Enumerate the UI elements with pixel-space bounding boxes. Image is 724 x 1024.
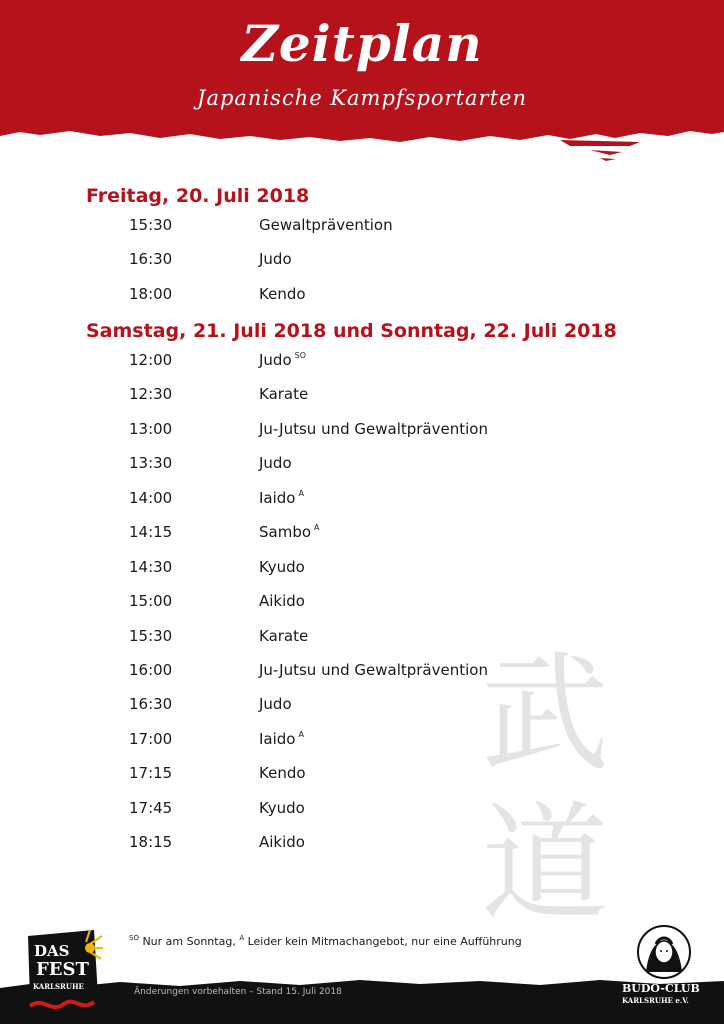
schedule-row <box>0 558 724 582</box>
watermark-char-bu: 武 <box>480 640 609 789</box>
row-time: 15:30 <box>129 216 173 234</box>
row-event <box>259 833 308 851</box>
schedule-row <box>0 385 724 409</box>
schedule-row <box>0 833 724 857</box>
event-name: Iaido <box>259 489 296 507</box>
das-fest-logo <box>24 926 104 1014</box>
schedule-row <box>0 764 724 788</box>
row-time: 14:30 <box>129 558 173 576</box>
row-time: 15:00 <box>129 592 173 610</box>
event-mark: SO <box>294 351 307 360</box>
event-name: Kendo <box>259 285 306 303</box>
row-time: 14:00 <box>129 489 173 507</box>
row-time: 18:00 <box>129 285 173 303</box>
event-name: Judo <box>259 351 292 369</box>
event-name: Aikido <box>259 592 305 610</box>
watermark-char-do: 道 <box>480 790 609 939</box>
row-time: 16:00 <box>129 661 173 679</box>
row-time: 18:15 <box>129 833 173 851</box>
row-event <box>259 592 308 610</box>
row-event <box>259 351 306 369</box>
event-name: Ju-Jutsu und Gewaltprävention <box>259 420 488 438</box>
event-name: Aikido <box>259 833 305 851</box>
row-time: 17:00 <box>129 730 173 748</box>
row-event <box>259 695 295 713</box>
row-event <box>259 799 308 817</box>
row-time: 17:45 <box>129 799 173 817</box>
row-time: 13:00 <box>129 420 173 438</box>
budo-club-logo <box>616 924 712 1020</box>
row-time: 12:00 <box>129 351 173 369</box>
footnote <box>129 934 522 948</box>
row-time: 15:30 <box>129 627 173 645</box>
row-event <box>259 250 295 268</box>
event-name: Kyudo <box>259 558 305 576</box>
budo-club-line2: KARLSRUHE e.V. <box>622 996 689 1005</box>
schedule-row <box>0 250 724 274</box>
page-subtitle: Japanische Kampfsportarten <box>197 86 527 110</box>
row-time: 16:30 <box>129 695 173 713</box>
schedule-row <box>0 454 724 478</box>
schedule-row <box>0 523 724 547</box>
row-time: 12:30 <box>129 385 173 403</box>
schedule-row <box>0 730 724 754</box>
row-event <box>259 627 311 645</box>
event-name: Sambo <box>259 523 312 541</box>
row-event <box>259 385 311 403</box>
row-event <box>259 730 304 748</box>
row-event <box>259 420 491 438</box>
schedule-row <box>0 489 724 513</box>
das-fest-line3: KARLSRUHE <box>33 982 84 991</box>
event-name: Judo <box>259 250 292 268</box>
schedule-row <box>0 592 724 616</box>
footer-stand-note: Änderungen vorbehalten – Stand 15. Juli 2018 <box>134 987 342 997</box>
row-event <box>259 216 396 234</box>
schedule-row <box>0 285 724 309</box>
das-fest-line1: DAS <box>34 942 70 960</box>
event-name: Judo <box>259 454 292 472</box>
event-name: Karate <box>259 385 309 403</box>
page-title: Zeitplan <box>241 14 483 73</box>
das-fest-line2: FEST <box>36 959 89 980</box>
budo-club-emblem <box>616 924 712 984</box>
event-name: Gewaltprävention <box>259 216 393 234</box>
budo-club-line1: BUDO-CLUB <box>622 982 700 995</box>
event-name: Judo <box>259 695 292 713</box>
event-name: Iaido <box>259 730 296 748</box>
day-heading-friday: Freitag, 20. Juli 2018 <box>86 185 310 207</box>
row-time: 16:30 <box>129 250 173 268</box>
row-event <box>259 661 491 679</box>
event-name: Kyudo <box>259 799 305 817</box>
row-event <box>259 489 304 507</box>
row-time: 17:15 <box>129 764 173 782</box>
row-event <box>259 523 320 541</box>
day-heading-weekend: Samstag, 21. Juli 2018 und Sonntag, 22. Juli 2018 <box>86 320 617 342</box>
schedule-row <box>0 216 724 240</box>
footnote-so-text: Nur am Sonntag, <box>138 935 240 948</box>
schedule-row <box>0 695 724 719</box>
footnote-so-mark: SO <box>129 934 139 942</box>
schedule-row <box>0 661 724 685</box>
row-event <box>259 454 295 472</box>
event-name: Ju-Jutsu und Gewaltprävention <box>259 661 488 679</box>
event-mark: A <box>298 489 304 498</box>
event-mark: A <box>314 523 320 532</box>
event-name: Kendo <box>259 764 306 782</box>
row-time: 14:15 <box>129 523 173 541</box>
schedule-row <box>0 420 724 444</box>
event-mark: A <box>298 730 304 739</box>
row-event <box>259 285 309 303</box>
schedule-row <box>0 351 724 375</box>
row-event <box>259 558 308 576</box>
row-event <box>259 764 309 782</box>
schedule-row <box>0 799 724 823</box>
schedule-row <box>0 627 724 651</box>
budo-watermark <box>470 640 620 940</box>
event-name: Karate <box>259 627 309 645</box>
row-time: 13:30 <box>129 454 173 472</box>
footnote-a-mark: A <box>239 934 245 942</box>
footnote-a-text: Leider kein Mitmachangebot, nur eine Aufführung <box>244 935 522 948</box>
